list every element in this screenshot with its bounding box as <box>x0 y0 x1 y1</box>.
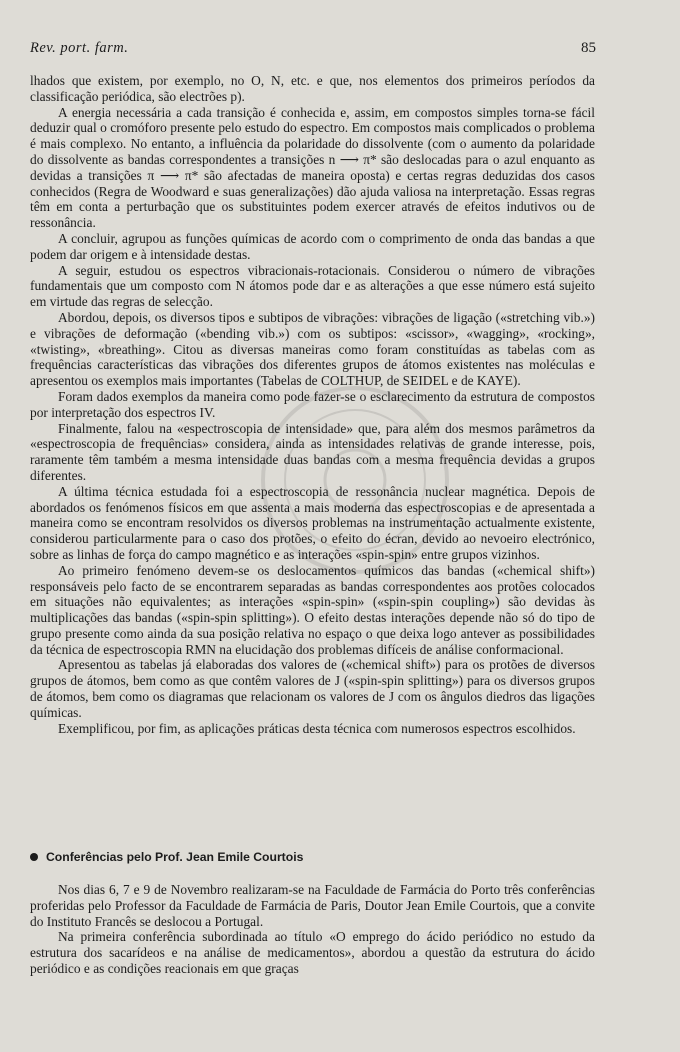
paragraph: A energia necessária a cada transição é conhecida e, assim, em compostos simples torna-se fácil deduzir qual o cromóforo presente pelo estudo do espectro. Em compostos mais complicados o problema é mais complexo. No entanto, a influência da polaridade do dissolvente (com o aumento da polaridade do dissolvente as bandas correspondentes a transições n ⟶ π* são deslocadas para o azul enquanto as devidas a transições π ⟶ π* são afectadas de maneira oposta) e certas regras deduzidas dos casos conhecidos (Regra de Woodward e suas generalizações) dão ajuda valiosa na interpretação. Essas regras têm em conta a perturbação que os substituintes podem exercer através de efeitos indutivos ou de ressonância. <box>30 104 595 231</box>
paragraph: A seguir, estudou os espectros vibracionais-rotacionais. Considerou o número de vibrações fundamentais que um composto com N átomos pode dar e as alterações a que esse número está sujeito em virtude das regras de selecção. <box>30 262 595 310</box>
paragraph: Nos dias 6, 7 e 9 de Novembro realizaram-se na Faculdade de Farmácia do Porto três conferências proferidas pelo Professor da Faculdade de Farmácia de Paris, Doutor Jean Emile Courtois, que a convite do Instituto Francês se deslocou a Portugal. <box>30 882 595 929</box>
article-body <box>30 73 595 736</box>
paragraph: Exemplificou, por fim, as aplicações práticas desta técnica com numerosos espectros escolhidos. <box>58 720 576 736</box>
paragraph: Na primeira conferência subordinada ao título «O emprego do ácido periódico no estudo da estrutura dos sacarídeos e na análise de medicamentos», abordou a questão da estrutura do ácido periódico e as condições reacionais em que graças <box>30 929 595 976</box>
conference-section <box>30 850 595 977</box>
page-header <box>30 40 596 60</box>
section-title: Conferências pelo Prof. Jean Emile Courtois <box>46 850 304 864</box>
paragraph: Finalmente, falou na «espectroscopia de intensidade» que, para além dos mesmos parâmetros da «espectroscopia de frequências» considera, ainda as intensidades relativas de grande interesse, pois, raramente têm também a mesma intensidade duas bandas com a mesma frequência devidas a grupos diferentes. <box>30 420 595 483</box>
page-number: 85 <box>581 40 596 56</box>
section-heading <box>30 850 595 864</box>
running-head: Rev. port. farm. <box>30 40 129 56</box>
paragraph: Foram dados exemplos da maneira como pode fazer-se o esclarecimento da estrutura de compostos por interpretação dos espectros IV. <box>30 388 595 420</box>
section-body <box>30 882 595 977</box>
paragraph: A concluir, agrupou as funções químicas de acordo com o comprimento de onda das bandas a que podem dar origem e à intensidade destas. <box>30 230 595 262</box>
bullet-icon <box>30 853 38 861</box>
paragraph: Ao primeiro fenómeno devem-se os deslocamentos químicos das bandas («chemical shift») responsáveis pelo facto de se encontrarem separadas as bandas correspondentes aos protões colocados em situações não equivalentes; as interações «spin-spin» («spin-spin coupling») são devidas às multiplicações das bandas («spin-spin splitting»). O efeito destas interações depende não só do tipo de grupo presente como ainda da sua posição relativa no espaço o que deixa logo antever as possibilidades da técnica de espectroscopia RMN na elucidação dos problemas difíceis de análise conformacional. <box>30 562 595 657</box>
paragraph: A última técnica estudada foi a espectroscopia de ressonância nuclear magnética. Depois de abordados os fenómenos físicos em que assenta a mais moderna das espectroscopias e de apresentada a maneira como se encontram resolvidos os diversos problemas na instrumentação actualmente existente, considerou particularmente para o caso dos protões, o efeito do écran, devido ao nevoeiro electrónico, sobre as linhas de força do campo magnético e as interações «spin-spin» entre grupos vizinhos. <box>30 483 595 562</box>
paragraph: Abordou, depois, os diversos tipos e subtipos de vibrações: vibrações de ligação («stretching vib.») e vibrações de deformação («bending vib.») com os subtipos: «scissor», «wagging», «rocking», «twisting», «breathing». Citou as diversas maneiras como foram constituídas as tabelas com as frequências características das vibrações dos diferentes grupos de átomos existentes nas moléculas e apresentou os exemplos mais importantes (Tabelas de COLTHUP, de SEIDEL e de KAYE). <box>30 309 595 389</box>
paragraph: lhados que existem, por exemplo, no O, N, etc. e que, nos elementos dos primeiros períodos da classificação periódica, são electrões p). <box>30 73 595 104</box>
paragraph: Apresentou as tabelas já elaboradas dos valores de («chemical shift») para os protões de diversos grupos de átomos, bem como as que contêm valores de J («spin-spin splitting») para os diversos grupos de átomos, bem como os diagramas que relacionam os valores de J com os ângulos diedros das ligações químicas. <box>30 657 595 720</box>
